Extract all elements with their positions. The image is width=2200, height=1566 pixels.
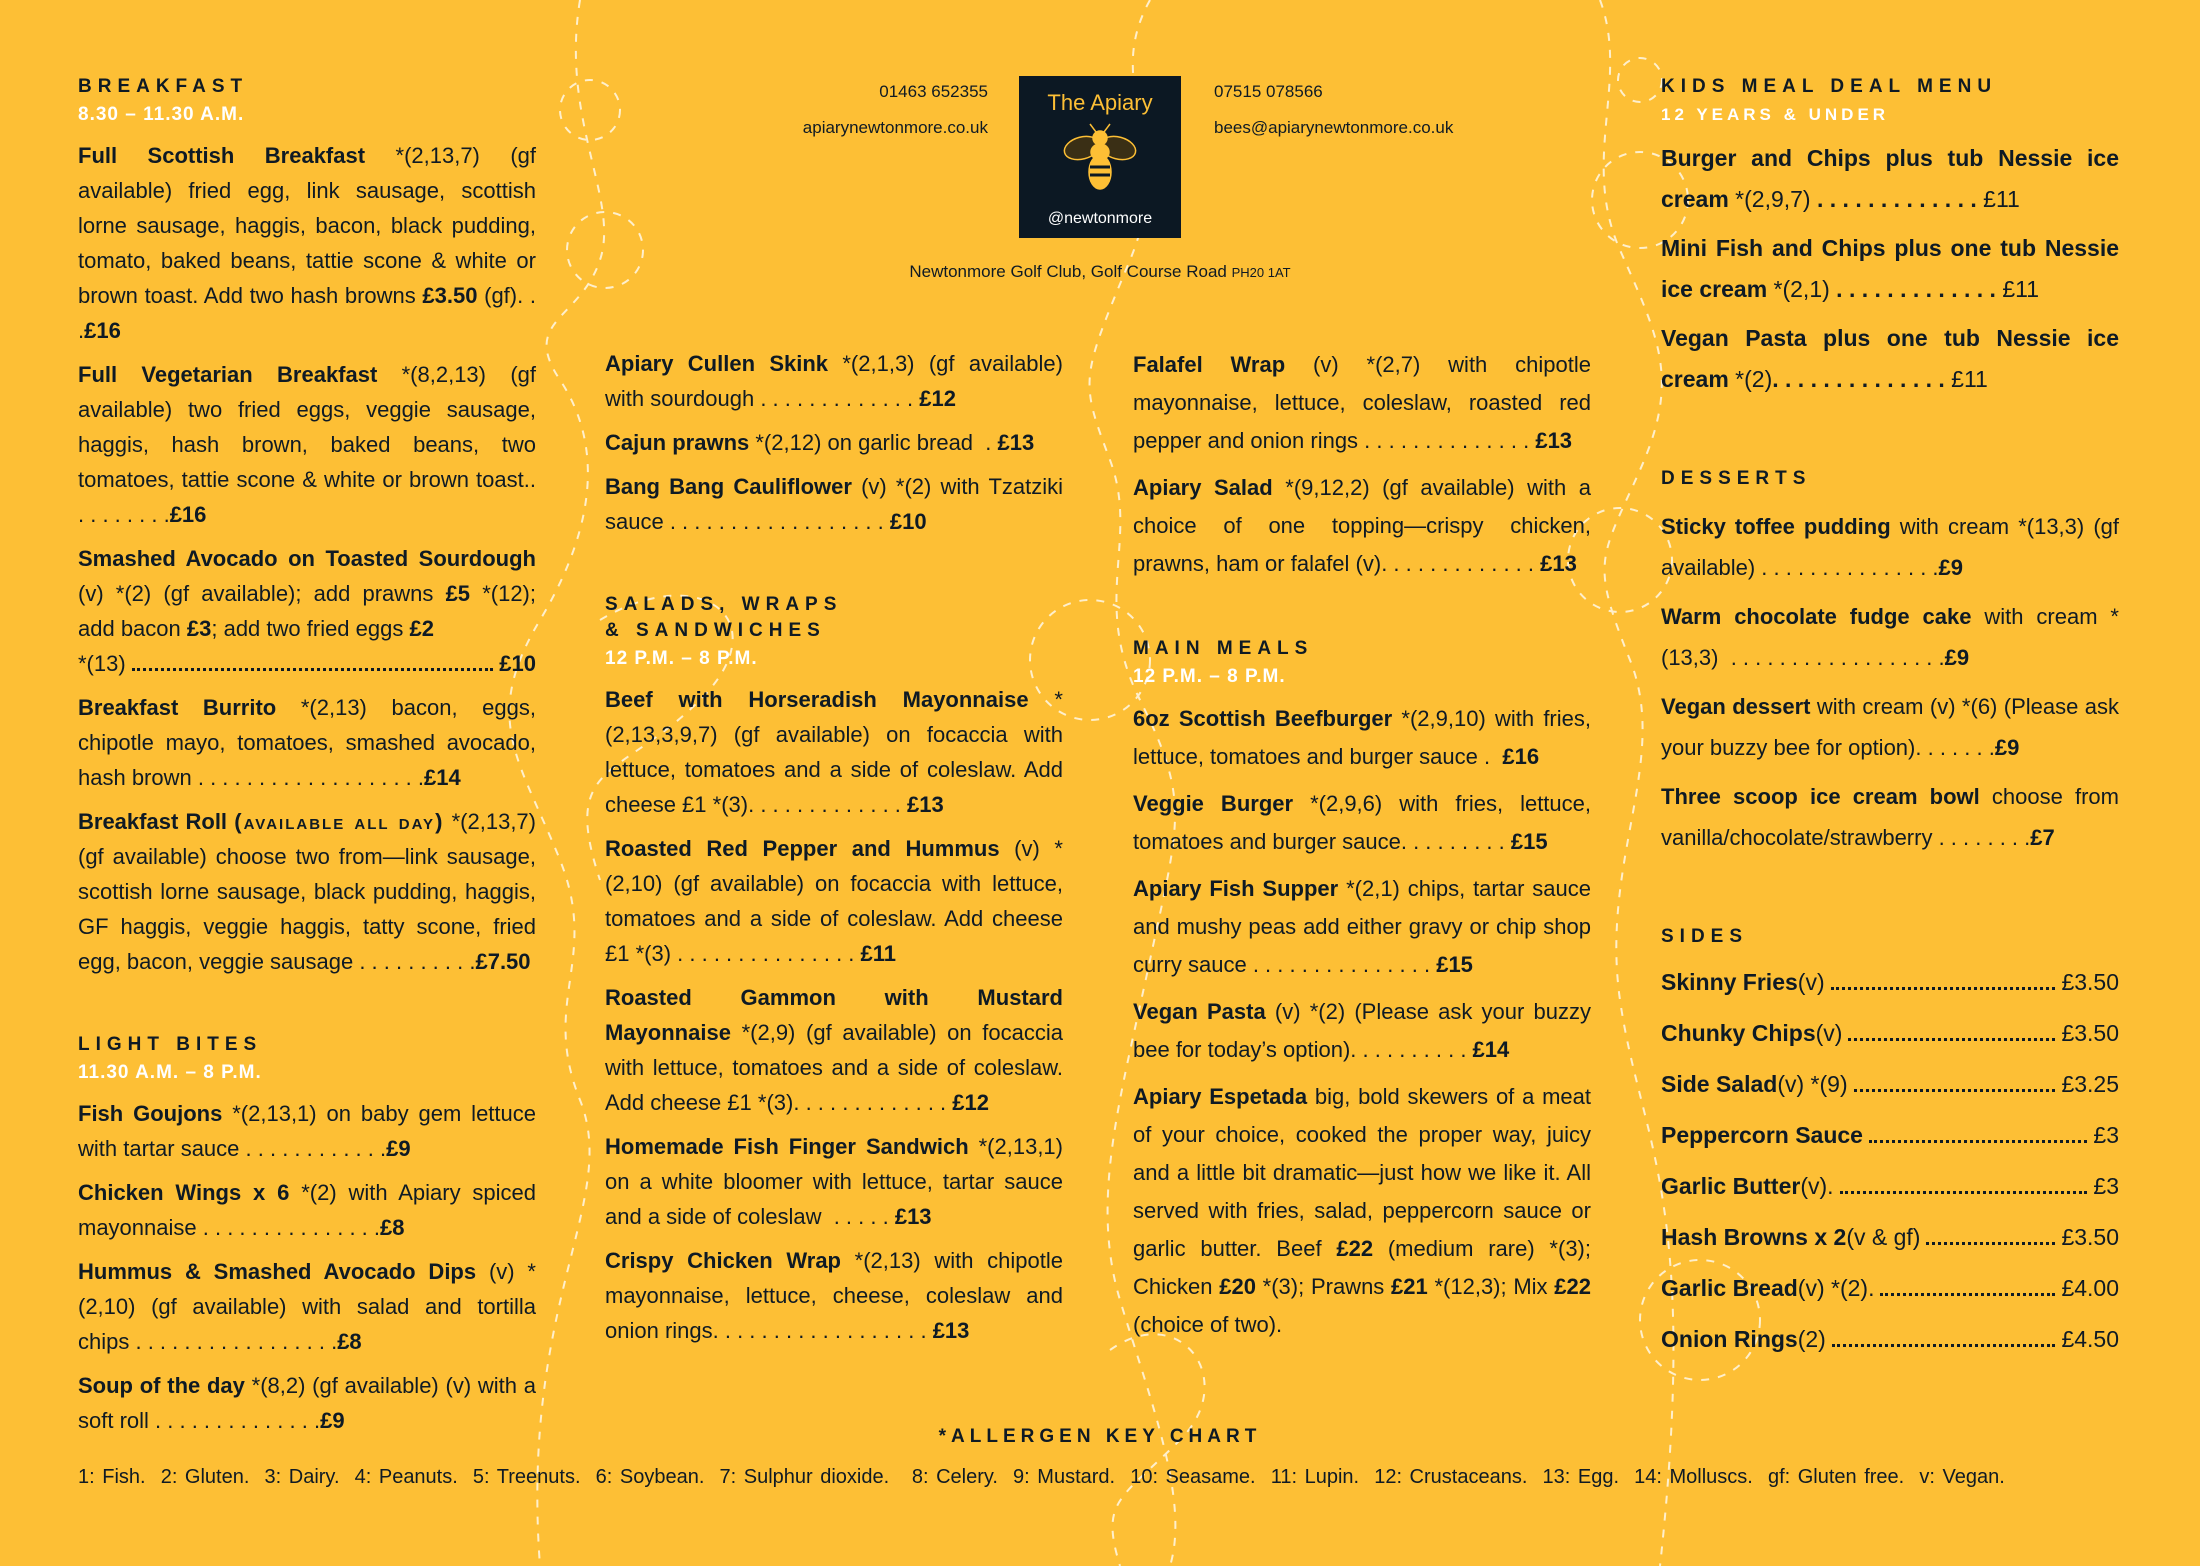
item-desc: *(9,12,2) (gf available) with a choice of one topping—crispy chicken, prawns, ham or falafel (v). — [1133, 475, 1592, 576]
item-price: £9 — [1938, 555, 1964, 580]
addon-price: £5 — [445, 581, 471, 606]
menu-item: Roasted Red Pepper and Hummus (v) *(2,10) (gf available) on focaccia with lettuce, tomatoes and a side of coleslaw. Add cheese £1 *(3) . . . . . . . . . . . . . . . £11 — [605, 836, 1063, 966]
item-name: Homemade Fish Finger Sandwich — [605, 1134, 969, 1159]
menu-item: Vegan Pasta plus one tub Nessie ice cream *(2). . . . . . . . . . . . . . £11 — [1661, 325, 2119, 392]
item-price: £13 — [894, 1204, 932, 1229]
item-price: £3.50 — [2061, 1020, 2119, 1046]
item-name: Apiary Salad — [1133, 475, 1273, 500]
item-desc: *(2,13) with chipotle mayonnaise, lettuce, cheese, coleslaw and onion rings. — [605, 1248, 1063, 1343]
dot-leader — [1848, 1038, 2055, 1041]
item-price: £12 — [952, 1090, 989, 1115]
phone-mobile[interactable]: 07515 078566 — [1214, 82, 1323, 101]
address-line: Newtonmore Golf Club, Golf Course Road — [909, 262, 1227, 281]
section-light-bites — [78, 1032, 536, 1438]
menu-item: Burger and Chips plus tub Nessie ice cream *(2,9,7) . . . . . . . . . . . . . £11 — [1661, 145, 2119, 212]
item-name: Side Salad — [1661, 1071, 1778, 1097]
item-price: £7 — [2030, 825, 2055, 850]
item-name: Vegan Pasta — [1133, 999, 1266, 1024]
dot-leader — [1831, 987, 2056, 990]
section-title: DESSERTS — [1661, 468, 1812, 489]
item-desc: (v) — [1797, 969, 1825, 995]
menu-item: Warm chocolate fudge cake with cream *(13,3) . . . . . . . . . . . . . . . . . .£9 — [1661, 604, 2119, 670]
item-desc: *(2) with Apiary spiced mayonnaise — [78, 1180, 537, 1240]
contact-left — [803, 74, 988, 146]
item-name: Veggie Burger — [1133, 791, 1294, 816]
item-price: £10 — [499, 651, 536, 676]
item-price: £11 — [1951, 366, 1988, 392]
item-desc: (v) *(2,10) (gf available) on focaccia with lettuce, tomatoes and a side of coleslaw. Add cheese £1 *(3) — [605, 836, 1063, 966]
menu-item: Soup of the day *(8,2) (gf available) (v) with a soft roll . . . . . . . . . . . . . .£9 — [78, 1373, 536, 1433]
item-price: £3 — [2093, 1173, 2119, 1199]
item-price: £14 — [1472, 1037, 1510, 1062]
menu-item: Chicken Wings x 6 *(2) with Apiary spiced mayonnaise . . . . . . . . . . . . . . .£8 — [78, 1180, 537, 1240]
menu-item: 6oz Scottish Beefburger *(2,9,10) with fries, lettuce, tomatoes and burger sauce . £16 — [1133, 706, 1591, 769]
menu-item — [1661, 1015, 2119, 1051]
menu-item — [1661, 1117, 2119, 1153]
item-price: £13 — [1535, 428, 1573, 453]
item-price: £3.50 — [2061, 969, 2119, 995]
item-price: £4.50 — [2061, 1326, 2119, 1352]
menu-item: Homemade Fish Finger Sandwich *(2,13,1) on a white bloomer with lettuce, tartar sauce and a side of coleslaw . . . . . £13 — [605, 1134, 1063, 1229]
item-desc: (v) *(2) with Tzatziki sauce — [605, 474, 1063, 534]
item-price: £3.50 — [2061, 1224, 2119, 1250]
item-price: £4.00 — [2061, 1275, 2119, 1301]
item-name: Vegan Pasta plus one tub Nessie ice cream — [1661, 325, 2119, 392]
item-name: Bang Bang Cauliflower — [605, 474, 852, 499]
item-desc: *(2,1) chips, tartar sauce and mushy peas add either gravy or chip shop curry sauce — [1133, 876, 1591, 977]
item-name: Hash Browns x 2 — [1661, 1224, 1847, 1250]
item-desc: (v) — [1815, 1020, 1843, 1046]
item-name: Soup of the day — [78, 1373, 245, 1398]
menu-item: Vegan Pasta (v) *(2) (Please ask your buzzy bee for today’s option). . . . . . . . . . £14 — [1133, 999, 1591, 1062]
item-desc: ; add two fried eggs — [211, 616, 410, 641]
section-desserts — [1661, 466, 2119, 858]
item-price: £16 — [1502, 744, 1540, 769]
item-tag: (available all day) — [234, 809, 445, 834]
item-price: £16 — [84, 318, 121, 343]
item-name: Skinny Fries — [1661, 969, 1798, 995]
item-name: 6oz Scottish Beefburger — [1133, 706, 1393, 731]
item-price: £9 — [386, 1136, 411, 1161]
section-kids-meal-deal — [1661, 74, 2119, 400]
item-name: Breakfast Burrito — [78, 695, 277, 720]
menu-item: Roasted Gammon with Mustard Mayonnaise *(2,9) (gf available) on focaccia with lettuce, tomatoes and a side of coleslaw. Add cheese £1 *(3). . . . . . . . . . . . . £12 — [605, 985, 1063, 1115]
item-name: Roasted Red Pepper and Hummus — [605, 836, 1000, 861]
item-name: Falafel Wrap — [1133, 352, 1286, 377]
item-desc: *(13) — [78, 651, 126, 676]
item-price: £13 — [1540, 551, 1577, 576]
menu-item: Breakfast Burrito *(2,13) bacon, eggs, chipotle mayo, tomatoes, smashed avocado, hash brown . . . . . . . . . . . . . . . . . . .£14 — [78, 695, 536, 790]
menu-item: Veggie Burger *(2,9,6) with fries, lettuce, tomatoes and burger sauce. . . . . . . . . £15 — [1133, 791, 1591, 854]
item-price: £11 — [860, 941, 897, 966]
menu-item — [1661, 964, 2119, 1000]
item-desc: *(2,9) (gf available) on focaccia with lettuce, tomatoes and a side of coleslaw. Add cheese £1 *(3) — [605, 1020, 1063, 1115]
item-desc: (v) *(2,7) with chipotle mayonnaise, lettuce, coleslaw, roasted red pepper and onion rings — [1133, 352, 1591, 453]
item-name: Mini Fish and Chips plus one tub Nessie ice cream — [1661, 235, 2119, 302]
item-name: Hummus & Smashed Avocado Dips — [78, 1259, 477, 1284]
email-link[interactable]: bees@apiarynewtonmore.co.uk — [1214, 118, 1454, 137]
item-desc: *(2,12) on garlic bread — [749, 430, 974, 455]
item-desc: (v). — [1800, 1173, 1834, 1199]
dot-leader — [1854, 1089, 2056, 1092]
item-price: £15 — [1510, 829, 1548, 854]
item-desc: *(2,13,1) on baby gem lettuce with tartar sauce — [78, 1101, 536, 1161]
variant-price: £21 — [1391, 1274, 1428, 1299]
item-desc: *(2,1,3) (gf available) with sourdough — [605, 351, 1063, 411]
menu-item: Mini Fish and Chips plus one tub Nessie ice cream *(2,1) . . . . . . . . . . . . . £11 — [1661, 235, 2119, 302]
item-desc: *(12,3); Mix — [1427, 1274, 1555, 1299]
item-name: Peppercorn Sauce — [1661, 1122, 1863, 1148]
item-desc: *(3); Prawns — [1255, 1274, 1392, 1299]
item-name: Apiary Cullen Skink — [605, 351, 829, 376]
item-desc: *(8,2) (gf available) (v) with a soft roll — [78, 1373, 536, 1433]
menu-item: Vegan dessert with cream (v) *(6) (Please ask your buzzy bee for option). . . . . . .£9 — [1661, 694, 2119, 760]
logo — [1019, 76, 1181, 238]
item-extra-price: £3.50 — [422, 283, 478, 308]
menu-item — [1661, 1168, 2119, 1204]
dot-leader — [132, 668, 494, 671]
item-price: £7.50 — [475, 949, 531, 974]
item-name: Fish Goujons — [78, 1101, 223, 1126]
section-title-line-1: SALADS, WRAPS — [605, 594, 843, 615]
item-name: Crispy Chicken Wrap — [605, 1248, 841, 1273]
menu-item: Apiary Salad *(9,12,2) (gf available) with a choice of one topping—crispy chicken, prawns, ham or falafel (v). . . . . . . . . . . . . £13 — [1133, 475, 1592, 576]
item-desc: *(2,13) bacon, eggs, chipotle mayo, tomatoes, smashed avocado, hash brown — [78, 695, 536, 790]
menu-item — [1661, 1270, 2119, 1306]
addon-price: £3 — [186, 616, 212, 641]
item-price: £11 — [1983, 186, 2020, 212]
item-name: Apiary Espetada — [1133, 1084, 1308, 1109]
item-desc: *(2,9,6) with fries, lettuce, tomatoes and burger sauce. — [1133, 791, 1591, 854]
item-name: Smashed Avocado on Toasted Sourdough — [78, 546, 536, 571]
item-price: £10 — [889, 509, 927, 534]
item-name: Garlic Bread — [1661, 1275, 1798, 1301]
menu-item: Hummus & Smashed Avocado Dips (v) *(2,10) (gf available) with salad and tortilla chips . . . . . . . . . . . . . . . . .£8 — [78, 1259, 536, 1354]
item-name: Cajun prawns — [605, 430, 750, 455]
item-name: Vegan dessert — [1661, 694, 1811, 719]
item-desc: *(2,13,1) on a white bloomer with lettuce, tartar sauce and a side of coleslaw — [605, 1134, 1063, 1229]
item-price: £12 — [919, 386, 956, 411]
item-desc: (choice of two). — [1133, 1312, 1283, 1337]
contact-right — [1214, 74, 1453, 146]
item-name: Full Vegetarian Breakfast — [78, 362, 378, 387]
menu-item: Full Vegetarian Breakfast *(8,2,13) (gf available) two fried eggs, veggie sausage, haggis, hash brown, baked beans, two tomatoes, tattie scone & white or brown toast.. . . . . . . . .£16 — [78, 362, 536, 527]
item-desc: choose from vanilla/chocolate/strawberry — [1661, 784, 2119, 850]
website-link[interactable]: apiarynewtonmore.co.uk — [802, 118, 988, 137]
item-desc: (medium rare) *(3); Chicken — [1133, 1236, 1591, 1299]
item-desc: (2) — [1797, 1326, 1826, 1352]
menu-item: Cajun prawns *(2,12) on garlic bread . £13 — [605, 430, 1035, 455]
item-name: Chicken Wings x 6 — [78, 1180, 290, 1205]
column-4 — [1661, 74, 2119, 1372]
item-name: Chunky Chips — [1661, 1020, 1816, 1046]
item-desc: *(2) — [1728, 366, 1773, 392]
menu-item: Three scoop ice cream bowl choose from vanilla/chocolate/strawberry . . . . . . . .£7 — [1661, 784, 2119, 850]
postcode: PH20 1AT — [1231, 265, 1291, 280]
section-title: SIDES — [1661, 926, 1749, 947]
section-time: 8.30 – 11.30 A.M. — [78, 104, 245, 125]
phone-landline[interactable]: 01463 652355 — [879, 82, 988, 101]
menu-item — [1661, 1321, 2119, 1357]
section-title-line-2: & SANDWICHES — [605, 620, 826, 641]
dot-leader — [1832, 1344, 2056, 1347]
item-desc: (v) *(9) — [1777, 1071, 1848, 1097]
item-price: £8 — [380, 1215, 405, 1240]
menu-item: Sticky toffee pudding with cream *(13,3) (gf available) . . . . . . . . . . . . . . .£9 — [1661, 514, 2119, 580]
section-time: 12 P.M. – 8 P.M. — [605, 648, 758, 669]
menu-item: Crispy Chicken Wrap *(2,13) with chipotle mayonnaise, lettuce, cheese, coleslaw and onion rings. . . . . . . . . . . . . . . . . . £13 — [605, 1248, 1063, 1343]
item-name: Onion Rings — [1661, 1326, 1798, 1352]
section-title: KIDS MEAL DEAL MENU — [1661, 76, 1998, 97]
item-desc: *(2,13,7) (gf available) choose two from—link sausage, scottish lorne sausage, black pudding, haggis, GF haggis, veggie haggis, tatty scone, fried egg, bacon, veggie sausage — [78, 809, 536, 974]
item-desc: *(2,9,10) with fries, lettuce, tomatoes and burger sauce — [1133, 706, 1591, 769]
logo-handle: @newtonmore — [1047, 210, 1153, 227]
item-desc: (v) *(2). — [1797, 1275, 1875, 1301]
item-name: Garlic Butter — [1661, 1173, 1801, 1199]
dot-leader — [1880, 1293, 2055, 1296]
section-title: LIGHT BITES — [78, 1034, 263, 1055]
item-price: £3.25 — [2061, 1071, 2119, 1097]
item-price: £11 — [2002, 276, 2039, 302]
item-desc: with cream *(13,3) (gf available) — [1661, 514, 2119, 580]
item-desc-2: (gf) — [477, 283, 518, 308]
section-time: 12 P.M. – 8 P.M. — [1133, 666, 1286, 687]
logo-title: The Apiary — [1047, 90, 1153, 115]
menu-item — [1661, 1219, 2119, 1255]
menu-item — [1133, 1078, 1591, 1344]
section-time: 11.30 A.M. – 8 P.M. — [78, 1062, 262, 1083]
item-price: £9 — [1944, 645, 1970, 670]
item-desc: (v) *(2,10) (gf available) with salad and tortilla chips — [78, 1259, 536, 1354]
item-name: Three scoop ice cream bowl — [1661, 784, 1980, 809]
dot-leader — [1926, 1242, 2055, 1245]
bee-icon — [1060, 122, 1140, 192]
item-price: £13 — [997, 430, 1035, 455]
menu-item: Falafel Wrap (v) *(2,7) with chipotle mayonnaise, lettuce, coleslaw, roasted red pepper and onion rings . . . . . . . . . . . . . . £13 — [1133, 352, 1591, 453]
variant-price: £22 — [1554, 1274, 1591, 1299]
item-desc: *(2,1) — [1767, 276, 1830, 302]
menu-item: Breakfast Roll (available all day) *(2,13,7) (gf available) choose two from—link sausage, scottish lorne sausage, black pudding, haggis, GF haggis, veggie haggis, tatty scone, fried egg, bacon, veggie sausage . . . . . . . . . .£7.50 — [78, 809, 536, 974]
section-title: BREAKFAST — [78, 76, 249, 97]
item-price: £13 — [932, 1318, 970, 1343]
menu-item — [1661, 1066, 2119, 1102]
item-name: Beef with Horseradish Mayonnaise — [605, 687, 1029, 712]
variant-price: £22 — [1336, 1236, 1374, 1261]
section-subtitle: 12 YEARS & UNDER — [1661, 105, 1890, 124]
item-desc: (v & gf) — [1846, 1224, 1921, 1250]
menu-item: Beef with Horseradish Mayonnaise *(2,13,3,9,7) (gf available) on focaccia with lettuce, tomatoes and a side of coleslaw. Add cheese £1 *(3). . . . . . . . . . . . . £13 — [605, 687, 1063, 817]
variant-price: £20 — [1219, 1274, 1256, 1299]
item-name: Roasted Gammon with Mustard Mayonnaise — [605, 985, 1063, 1045]
column-3 — [1133, 346, 1591, 1353]
section-main-meals — [1133, 636, 1591, 1344]
menu-item: Full Scottish Breakfast *(2,13,7) (gf available) fried egg, link sausage, scottish lorne sausage, haggis, bacon, black pudding, tomato, baked beans, tattie scone & white or brown toast. Add two hash browns £3.50 (gf). . .£16 — [78, 143, 537, 343]
item-price: £15 — [1436, 952, 1473, 977]
item-desc: *(2,9,7) — [1728, 186, 1811, 212]
item-desc: (v) *(2) (Please ask your buzzy bee for today’s option) — [1133, 999, 1591, 1062]
item-price: £8 — [337, 1329, 362, 1354]
item-name: Warm chocolate fudge cake — [1661, 604, 1972, 629]
column-1 — [78, 74, 536, 1447]
menu-item: Apiary Fish Supper *(2,1) chips, tartar sauce and mushy peas add either gravy or chip shop curry sauce . . . . . . . . . . . . . . . £15 — [1133, 876, 1591, 977]
allergen-key-title: *ALLERGEN KEY CHART — [938, 1426, 1262, 1447]
item-price: £14 — [424, 765, 461, 790]
item-desc: *(8,2,13) (gf available) two fried eggs, veggie sausage, haggis, hash brown, baked beans, two tomatoes, tattie scone & white or brown toast. — [78, 362, 536, 492]
menu-item — [78, 541, 536, 681]
section-breakfast — [78, 74, 536, 979]
item-price: £3 — [2093, 1122, 2119, 1148]
section-title: MAIN MEALS — [1133, 638, 1314, 659]
item-price: £9 — [320, 1408, 345, 1433]
item-name: Breakfast Roll — [78, 809, 228, 834]
item-desc: big, bold skewers of a meat of your choice, cooked the proper way, juicy and a little bit dramatic—just how we like it. All served with fries, salad, peppercorn sauce or garlic butter. Beef — [1133, 1084, 1591, 1261]
addon-price: £2 — [409, 616, 434, 641]
item-desc: *(12); add bacon — [78, 581, 536, 641]
menu-item: Apiary Cullen Skink *(2,1,3) (gf available) with sourdough . . . . . . . . . . . . . £12 — [605, 351, 1063, 411]
item-desc: with cream (v) *(6) (Please ask your buzzy bee for option) — [1661, 694, 2119, 760]
item-desc: with cream *(13,3) — [1661, 604, 2119, 670]
item-price: £13 — [907, 792, 944, 817]
item-name: Full Scottish Breakfast — [78, 143, 366, 168]
column-2 — [605, 346, 1063, 1357]
menu-item: Fish Goujons *(2,13,1) on baby gem lettuce with tartar sauce . . . . . . . . . . . .£9 — [78, 1101, 536, 1161]
section-sides — [1661, 924, 2119, 1357]
dot-leader — [1869, 1140, 2087, 1143]
item-price: £9 — [1994, 735, 2020, 760]
dot-leader — [1840, 1191, 2088, 1194]
menu-item: Bang Bang Cauliflower (v) *(2) with Tzatziki sauce . . . . . . . . . . . . . . . . . . £10 — [605, 474, 1063, 534]
item-name: Apiary Fish Supper — [1133, 876, 1339, 901]
item-name: Sticky toffee pudding — [1661, 514, 1891, 539]
item-desc: *(2,13,7) (gf available) fried egg, link sausage, scottish lorne sausage, haggis, bacon, black pudding, tomato, baked beans, tattie scone & white or brown toast. Add two hash browns — [78, 143, 537, 308]
item-desc: (v) *(2) (gf available); add prawns — [78, 581, 446, 606]
item-name: Burger and Chips plus tub Nessie ice cream — [1661, 145, 2119, 212]
section-salads-wraps-sandwiches — [605, 592, 1063, 1348]
item-price: £16 — [169, 502, 207, 527]
allergen-key-list: 1: Fish. 2: Gluten. 3: Dairy. 4: Peanuts. 5: Treenuts. 6: Soybean. 7: Sulphur dioxide. 8: Celery. 9: Mustard. 10: Seasame. 11: Lupin. 12: Crustaceans. 13: Egg. 14: Molluscs. gf: Gluten free. v: Vegan. — [78, 1466, 2005, 1488]
item-desc: *(2,13,3,9,7) (gf available) on focaccia with lettuce, tomatoes and a side of coleslaw. Add cheese £1 *(3) — [605, 687, 1063, 817]
